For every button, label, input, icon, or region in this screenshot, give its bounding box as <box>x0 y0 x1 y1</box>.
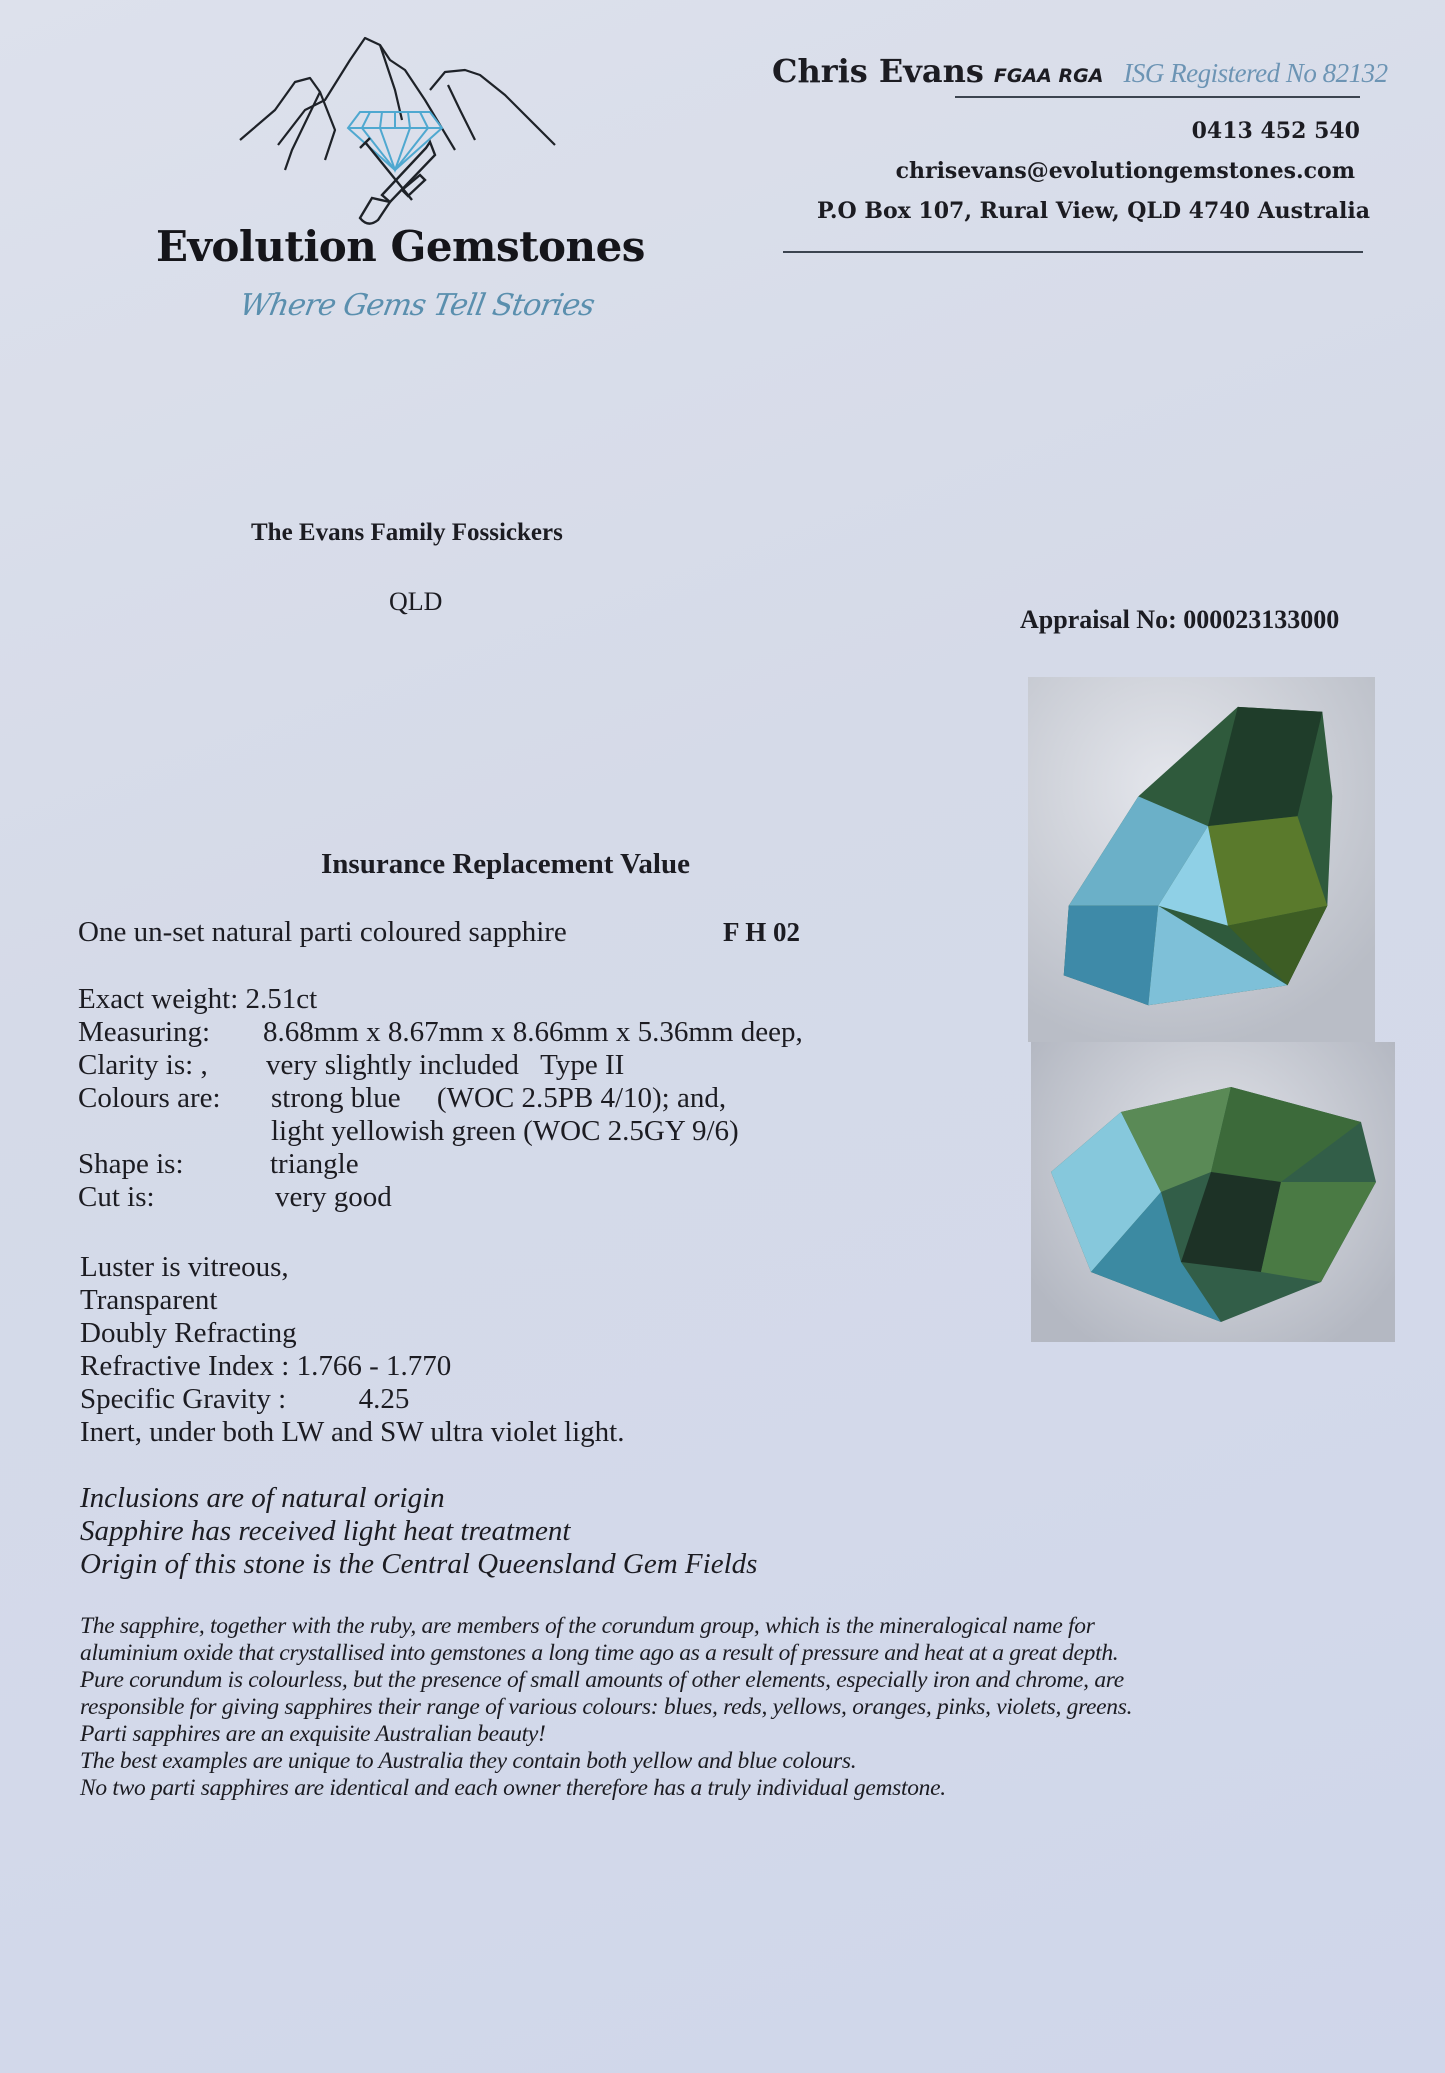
item-code: F H 02 <box>723 917 800 947</box>
note-inclusions: Inclusions are of natural origin <box>80 1482 445 1514</box>
info-line: Pure corundum is colourless, but the presence of small amounts of other elements, especially iron and chrome, are <box>80 1667 1124 1693</box>
company-name-logo: Evolution Gemstones <box>156 222 645 271</box>
property-transparency: Transparent <box>80 1284 218 1316</box>
appraiser-credentials: FGAA RGA <box>993 65 1104 87</box>
detail-label: Shape is: <box>78 1148 184 1180</box>
detail-value: very slightly included Type II <box>266 1049 625 1081</box>
property-luster: Luster is vitreous, <box>80 1251 289 1283</box>
company-tagline: Where Gems Tell Stories <box>236 288 597 323</box>
info-line: aluminium oxide that crystallised into gemstones a long time ago as a result of pressure and heat at a great depth. <box>80 1640 1119 1666</box>
header-divider-bottom <box>783 251 1363 253</box>
gem-notes <box>80 1482 757 1581</box>
detail-cut <box>78 1181 803 1214</box>
detail-clarity <box>78 1049 803 1082</box>
registration-signature: ISG Registered No 82132 <box>1123 58 1388 88</box>
info-line: Parti sapphires are an exquisite Australian beauty! <box>80 1721 546 1747</box>
detail-measuring <box>78 1016 803 1049</box>
header-divider-top <box>955 96 1360 98</box>
property-uv-fluorescence: Inert, under both LW and SW ultra violet light. <box>80 1416 625 1448</box>
appraiser-name: Chris Evans <box>772 52 984 90</box>
mountains-diamond-logo <box>230 30 570 230</box>
sapphire-information <box>80 1613 1132 1802</box>
recipient-name: The Evans Family Fossickers <box>251 519 563 546</box>
detail-colours-secondary <box>78 1115 803 1148</box>
email-address: chrisevans@evolutiongemstones.com <box>895 158 1355 184</box>
appraiser-heading <box>772 52 1388 90</box>
detail-colours <box>78 1082 803 1115</box>
item-description: One un-set natural parti coloured sapphire <box>78 916 567 948</box>
detail-value: 8.68mm x 8.67mm x 8.66mm x 5.36mm deep, <box>263 1016 803 1048</box>
appraisal-number: Appraisal No: 000023133000 <box>1020 605 1340 634</box>
detail-value: 2.51ct <box>245 983 318 1015</box>
detail-value: light yellowish green (WOC 2.5GY 9/6) <box>271 1115 739 1147</box>
detail-shape <box>78 1148 803 1181</box>
detail-label: Clarity is: , <box>78 1049 208 1081</box>
phone-number: 0413 452 540 <box>1191 118 1360 144</box>
gem-photo-bottom <box>1031 1042 1395 1342</box>
property-refraction: Doubly Refracting <box>80 1317 297 1349</box>
property-refractive-index: Refractive Index : 1.766 - 1.770 <box>80 1350 452 1382</box>
gem-properties <box>80 1251 624 1449</box>
property-specific-gravity: Specific Gravity : 4.25 <box>80 1383 410 1415</box>
gem-details <box>78 983 803 1214</box>
info-line: The sapphire, together with the ruby, are members of the corundum group, which is the mineralogical name for <box>80 1613 1095 1639</box>
info-line: The best examples are unique to Australia they contain both yellow and blue colours. <box>80 1748 857 1774</box>
detail-label: Cut is: <box>78 1181 155 1213</box>
detail-value: triangle <box>270 1148 359 1180</box>
postal-address: P.O Box 107, Rural View, QLD 4740 Australia <box>817 198 1370 224</box>
detail-value: strong blue (WOC 2.5PB 4/10); and, <box>271 1082 727 1114</box>
gem-photo-top <box>1028 677 1375 1042</box>
document-title: Insurance Replacement Value <box>321 848 690 880</box>
detail-label: Colours are: <box>78 1082 221 1114</box>
detail-value: very good <box>275 1181 392 1213</box>
note-origin: Origin of this stone is the Central Queensland Gem Fields <box>80 1548 758 1580</box>
detail-label: Exact weight: <box>78 983 246 1015</box>
recipient-state: QLD <box>389 587 443 616</box>
detail-label <box>78 1115 271 1148</box>
detail-label: Measuring: <box>78 1016 211 1048</box>
info-line: responsible for giving sapphires their range of various colours: blues, reds, yellows, oranges, pinks, violets, greens. <box>80 1694 1133 1720</box>
detail-weight <box>78 983 803 1016</box>
note-treatment: Sapphire has received light heat treatment <box>80 1515 571 1547</box>
info-line: No two parti sapphires are identical and each owner therefore has a truly individual gemstone. <box>80 1775 946 1801</box>
